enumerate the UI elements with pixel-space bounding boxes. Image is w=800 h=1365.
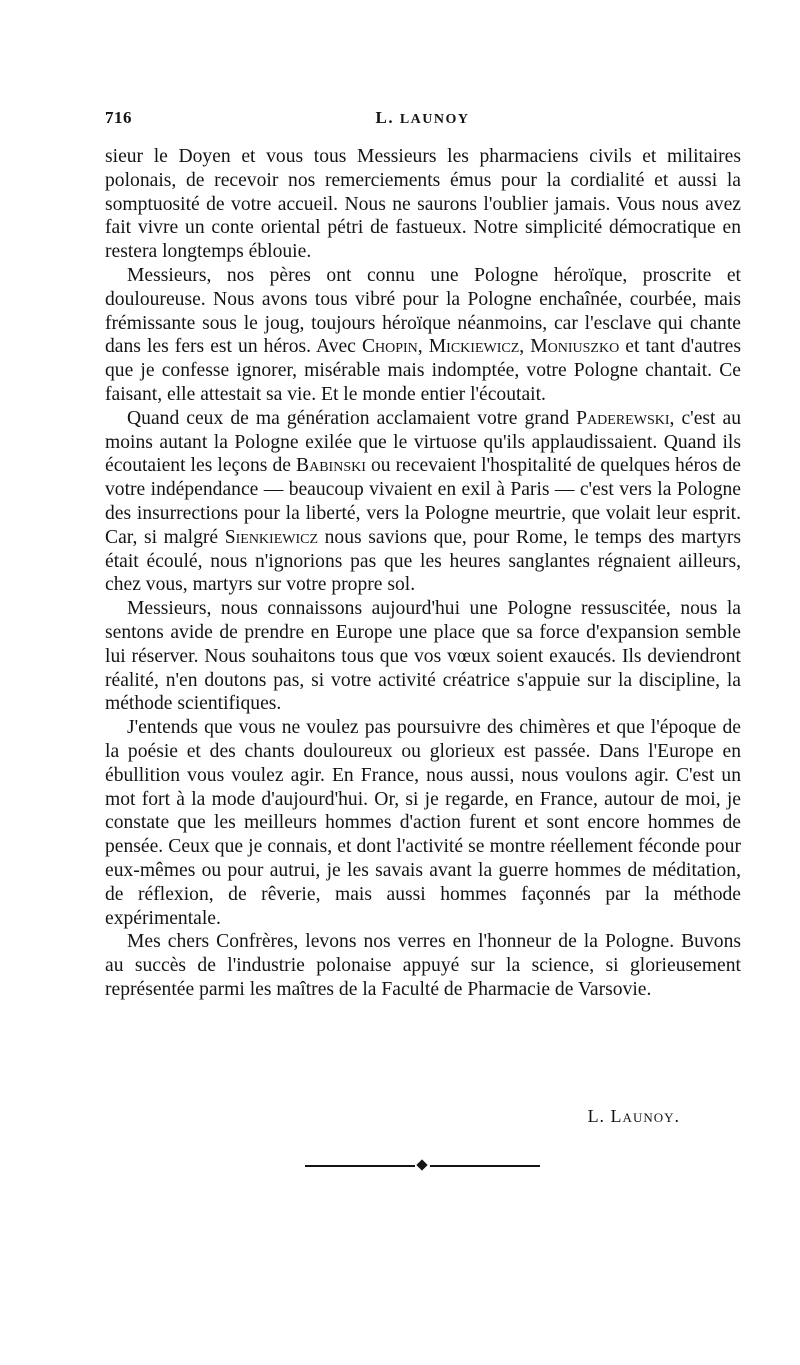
name-moniuszko: Moniuszko [530, 336, 620, 358]
paragraph-3-text-c: ou recevaient l'hospitalité de quelques héros de votre indépendance — beaucoup vivaient en exil à Paris — c'est vers la Pologne des insurrections pour la liberté, vers la Pologne meurtrie, que volait leur esprit. Car, si malgré [105, 455, 741, 548]
body-text [105, 145, 741, 1002]
diamond-icon [416, 1159, 427, 1170]
ornament-rule-right [430, 1165, 540, 1167]
paragraph-2-text-b: et tant d'autres que je confesse ignorer, misérable mais indomptée, votre Pologne chantait. Ce faisant, elle attestait sa vie. Et le monde entier l'écoutait. [105, 336, 741, 405]
paragraph-2-sep-2: , [519, 336, 531, 358]
paragraph-3-text-b: , c'est au moins autant la Pologne exilée que le virtuose qu'ils applaudissaient. Quand ils écoutaient les leçons de [105, 407, 742, 477]
paragraph-3-text-d: nous savions que, pour Rome, le temps des martyrs était écoulé, nous n'ignorions pas que les heures sanglantes régnaient ailleurs, chez vous, martyrs sur votre propre sol. [105, 526, 741, 596]
running-head [105, 108, 740, 128]
paragraph-4: Messieurs, nous connaissons aujourd'hui une Pologne ressuscitée, nous la sentons avide de prendre en Europe une place que sa force d'expansion semble lui réserver. Nous souhaitons tous que vos vœux soient exaucés. Ils deviendront réalité, n'en doutons pas, si votre activité créatrice s'appuie sur la discipline, la méthode scientifiques. [105, 598, 741, 715]
page-header [105, 108, 740, 132]
name-babinski: Babinski [296, 455, 366, 477]
end-ornament [305, 1161, 540, 1171]
name-chopin: Chopin [361, 336, 418, 358]
paragraph-3-text-a: Quand ceux de ma génération acclamaient votre grand [127, 407, 577, 429]
name-mickiewicz: Mickiewicz [428, 336, 520, 358]
paragraph-2-sep-1: , [417, 336, 429, 358]
ornament-rule-left [305, 1165, 415, 1167]
paragraph-1: sieur le Doyen et vous tous Messieurs les pharmaciens civils et militaires polonais, de recevoir nos remerciements émus pour la cordialité et aussi la somptuosité de votre accueil. Nous ne saurons l'oublier jamais. Vous nous avez fait vivre un conte oriental pétri de fastueux. Notre simplicité démocratique en restera longtemps éblouie. [105, 146, 741, 263]
name-sienkiewicz: Sienkiewicz [224, 526, 319, 548]
paragraph-5: J'entends que vous ne voulez pas poursuivre des chimères et que l'époque de la poésie et des chants douloureux ou glorieux est passée. Dans l'Europe en ébullition vous voulez agir. En France, nous aussi, nous voulons agir. C'est un mot fort à la mode d'aujourd'hui. Or, si je regarde, en France, autour de moi, je constate que les meilleurs hommes d'action furent et sont encore hommes de pensée. Ceux que je connais, et dont l'activité se montre réellement féconde pour eux-mêmes ou pour autrui, je les savais avant la guerre hommes de méditation, de réflexion, de rêverie, mais aussi hommes façonnés par la méthode expérimentale. [105, 717, 741, 929]
page-number: 716 [105, 108, 132, 127]
paragraph-3 [105, 407, 741, 597]
signature: L. Launoy. [587, 1106, 680, 1126]
running-head-name: LAUNOY [399, 112, 470, 127]
name-paderewski: Paderewski [576, 407, 670, 429]
running-head-initial: L. [375, 108, 395, 127]
paragraph-6: Mes chers Confrères, levons nos verres en l'honneur de la Pologne. Buvons au succès de l'industrie polonaise appuyé sur la science, si glorieusement représentée parmi les maîtres de la Faculté de Pharmacie de Varsovie. [105, 931, 741, 1000]
paragraph-2 [105, 264, 741, 407]
paragraph-2-text-a: Messieurs, nos pères ont connu une Pologne héroïque, proscrite et douloureuse. Nous avons tous vibré pour la Pologne enchaînée, courbée, mais frémissante sous le joug, toujours héroïque néanmoins, car l'esclave qui chante dans les fers est un héros. Avec [105, 264, 741, 358]
